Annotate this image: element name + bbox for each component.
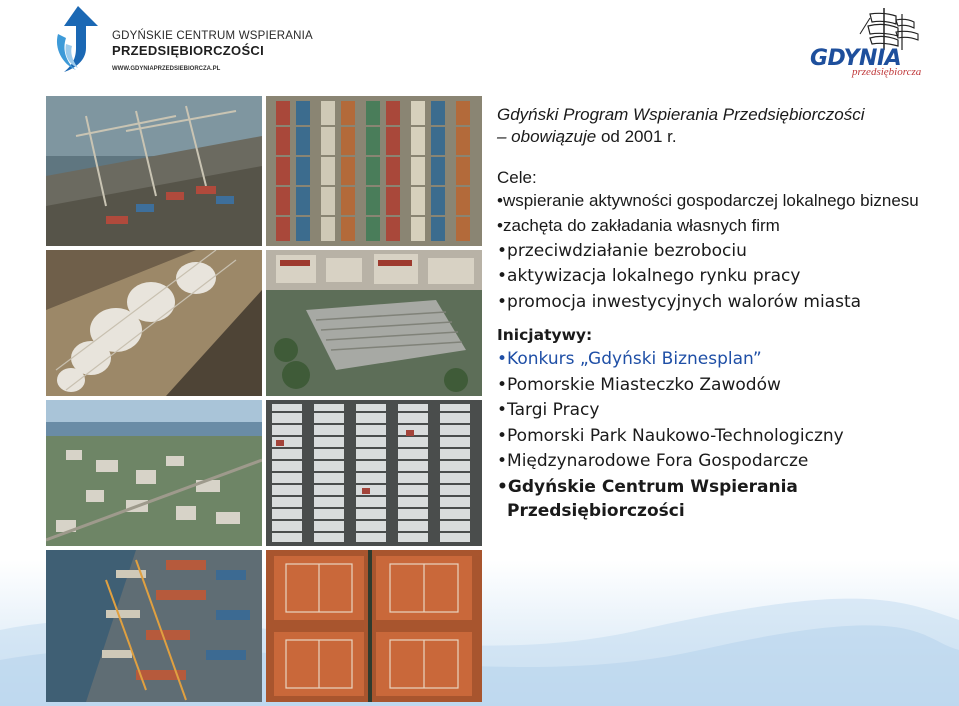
goal-item: •wspieranie aktywności gospodarczej lokalnego biznesu <box>497 191 919 210</box>
photo-port-cranes <box>46 96 262 246</box>
photo-tennis-courts <box>266 550 482 702</box>
photo-container-yard <box>266 96 482 246</box>
initiatives-list <box>497 347 947 523</box>
program-title <box>497 104 947 148</box>
initiative-item: •Targi Pracy <box>497 400 600 420</box>
program-name: Gdyński Program Wspierania Przedsiębiorczości <box>497 105 865 124</box>
initiatives-heading: Inicjatywy: <box>497 326 593 344</box>
photo-port-terminal <box>46 550 262 702</box>
program-validity: – obowiązuje <box>497 127 597 146</box>
goal-item: •promocja inwestycyjnych walorów miasta <box>497 291 862 312</box>
photo-collage <box>46 96 482 702</box>
photo-car-terminal <box>266 400 482 546</box>
initiative-link-biznesplan[interactable]: •Konkurs „Gdyński Biznesplan” <box>497 349 762 369</box>
initiative-item: •Pomorski Park Naukowo-Technologiczny <box>497 425 844 446</box>
photo-market-hall <box>266 250 482 396</box>
program-since: od 2001 r. <box>596 127 677 146</box>
goal-item: •aktywizacja lokalnego rynku pracy <box>497 266 801 286</box>
content-text <box>497 104 947 523</box>
gdynia-tagline: przedsiębiorcza <box>852 66 922 78</box>
blue-arrow-logo-icon <box>52 4 102 76</box>
initiative-item: •Gdyńskie Centrum Wspierania <box>497 476 798 497</box>
logo-line-2: PRZEDSIĘBIORCZOŚCI <box>112 43 265 58</box>
gdynia-wordmark: GDYNIA <box>810 46 902 71</box>
photo-city-aerial <box>46 400 262 546</box>
goal-item: •przeciwdziałanie bezrobociu <box>497 240 747 261</box>
initiative-item-cont: Przedsiębiorczości <box>507 500 685 521</box>
logo-url[interactable]: WWW.GDYNIAPRZEDSIEBIORCZA.PL <box>112 66 221 72</box>
photo-grain-silos <box>46 250 262 396</box>
logo-line-1: GDYŃSKIE CENTRUM WSPIERANIA <box>112 30 313 42</box>
goals-list <box>497 189 947 315</box>
goal-item: •zachęta do zakładania własnych firm <box>497 216 780 235</box>
initiative-item: •Pomorskie Miasteczko Zawodów <box>497 374 781 395</box>
initiative-item: •Międzynarodowe Fora Gospodarcze <box>497 451 809 471</box>
goals-heading: Cele: <box>497 168 537 187</box>
